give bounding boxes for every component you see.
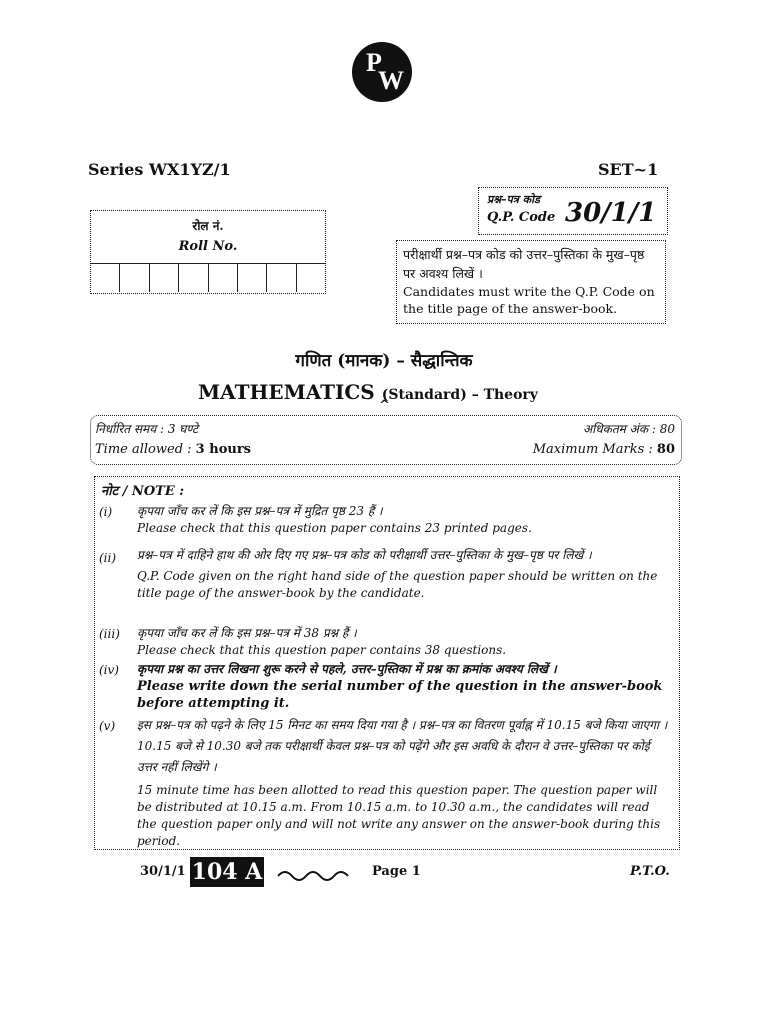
candidate-instruction-box — [396, 240, 666, 324]
note-item-number: (i) — [99, 505, 113, 519]
note-item — [137, 625, 671, 659]
note-item-hindi: कृपया प्रश्न का उत्तर लिखना शुरू करने से पहले, उत्तर–पुस्तिका में प्रश्न का क्रमांक अवश्य लिखें । — [137, 662, 557, 676]
note-item-english: 15 minute time has been allotted to read this question paper. The question paper will be distributed at 10.15 a.m. From 10.15 a.m. to 10.30 a.m., the candidates will read the question paper only and will not write any answer on the answer-book during this period. — [137, 783, 661, 848]
note-item-number: (iv) — [99, 663, 119, 677]
note-item — [137, 503, 671, 537]
note-item-number: (v) — [99, 719, 116, 733]
roll-cell[interactable] — [150, 264, 179, 292]
roll-cell[interactable] — [297, 264, 325, 292]
note-item-english: Please check that this question paper contains 38 questions. — [137, 643, 507, 657]
roll-number-cells — [91, 263, 325, 292]
logo-letter-p: P — [366, 48, 382, 77]
subject-title — [198, 380, 538, 404]
note-item-number: (ii) — [99, 551, 117, 565]
subject-title-sub: (Standard) – Theory — [381, 387, 538, 403]
max-marks-value: 80 — [656, 442, 675, 457]
footer-badge: 104 A — [191, 859, 263, 885]
pw-logo — [352, 42, 412, 102]
note-title: नोट / NOTE : — [101, 484, 185, 499]
set-label: SET~1 — [598, 160, 659, 179]
qp-code-label-hindi: प्रश्न–पत्र कोड — [487, 193, 540, 206]
note-item-hindi: इस प्रश्न–पत्र को पढ़ने के लिए 15 मिनट का समय दिया गया है । प्रश्न–पत्र का वितरण पूर्वाह्न में 10.15 बजे किया जाएगा । 10.15 बजे से 10.30 बजे तक परीक्षार्थी केवल प्रश्न–पत्र को पढ़ेंगे और इस अवधि के दौरान वे उत्तर–पुस्तिका पर कोई उत्तर नहीं लिखेंगे । — [137, 718, 668, 774]
note-box — [94, 476, 680, 850]
logo-letter-w: W — [378, 66, 404, 95]
note-item-english: Please check that this question paper contains 23 printed pages. — [137, 521, 532, 535]
time-marks-box — [90, 415, 682, 465]
time-allowed-hindi: निर्धारित समय : 3 घण्टे — [95, 422, 199, 436]
note-item-hindi: कृपया जाँच कर लें कि इस प्रश्न–पत्र में 38 प्रश्न हैं । — [137, 626, 357, 640]
time-allowed-value: 3 hours — [195, 442, 251, 457]
pto-label: P.T.O. — [630, 864, 670, 879]
roll-cell[interactable] — [120, 264, 149, 292]
roll-number-box — [90, 210, 326, 294]
qp-code-label: Q.P. Code — [487, 210, 556, 225]
candidate-instruction-english: Candidates must write the Q.P. Code on the title page of the answer-book. — [403, 284, 655, 316]
note-item-english: Please write down the serial number of the question in the answer-book before attempting it. — [137, 679, 663, 711]
subject-title-main: MATHEMATICS — [198, 380, 375, 404]
time-allowed — [95, 442, 251, 457]
note-item — [137, 661, 671, 712]
series-label: Series WX1YZ/1 — [88, 160, 231, 179]
candidate-instruction-hindi: परीक्षार्थी प्रश्न–पत्र कोड को उत्तर–पुस्तिका के मुख–पृष्ठ पर अवश्य लिखें । — [403, 247, 645, 281]
roll-label-hindi: रोल नं. — [192, 219, 224, 233]
qp-code-value: 30/1/1 — [565, 198, 657, 228]
roll-cell[interactable] — [267, 264, 296, 292]
roll-cell[interactable] — [209, 264, 238, 292]
footer-qp-code: 30/1/1 — [140, 864, 186, 879]
max-marks-hindi: अधिकतम अंक : 80 — [582, 422, 675, 436]
roll-cell[interactable] — [91, 264, 120, 292]
page-number: Page 1 — [372, 864, 421, 879]
note-item-hindi: प्रश्न–पत्र में दाहिने हाथ की ओर दिए गए प्रश्न–पत्र कोड को परीक्षार्थी उत्तर–पुस्तिका के मुख–पृष्ठ पर लिखें । — [137, 548, 592, 562]
note-item-english: Q.P. Code given on the right hand side of the question paper should be written on the title page of the answer-book by the candidate. — [137, 569, 658, 600]
roll-cell[interactable] — [238, 264, 267, 292]
qp-code-box — [478, 187, 668, 235]
caret-mark: ^ — [379, 398, 390, 413]
note-item — [137, 547, 671, 602]
roll-cell[interactable] — [179, 264, 208, 292]
note-item-hindi: कृपया जाँच कर लें कि इस प्रश्न–पत्र में मुद्रित पृष्ठ 23 हैं । — [137, 504, 383, 518]
roll-label: Roll No. — [178, 239, 238, 254]
time-allowed-label: Time allowed : — [95, 442, 196, 457]
wave-icon — [276, 866, 352, 885]
max-marks — [533, 442, 675, 457]
max-marks-label: Maximum Marks : — [532, 442, 657, 457]
note-item-number: (iii) — [99, 627, 120, 641]
subject-title-hindi: गणित (मानक) – सैद्धान्तिक — [295, 351, 473, 371]
note-item — [137, 715, 671, 850]
